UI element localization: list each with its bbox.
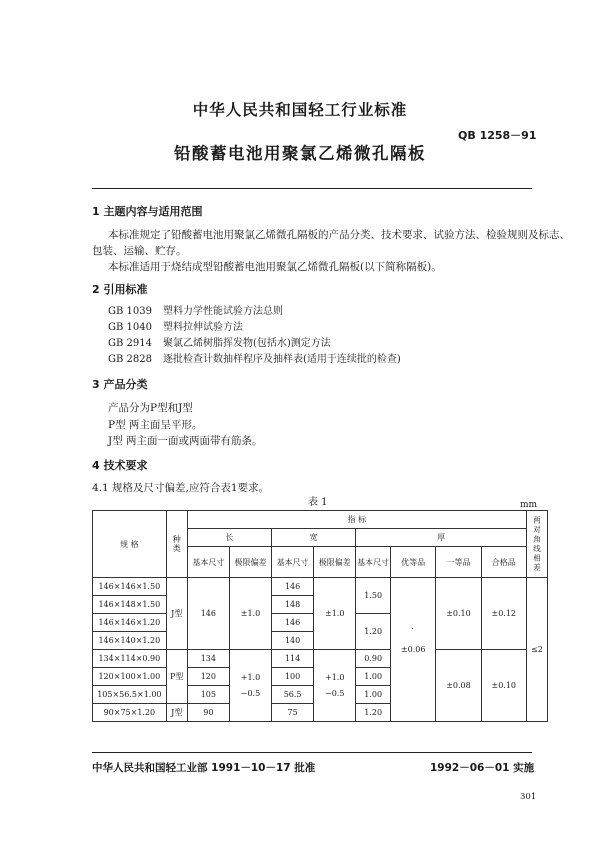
- document-title: 铅酸蓄电池用聚氯乙烯微孔隔板: [174, 144, 426, 163]
- ref-code: GB 2914: [108, 338, 152, 349]
- cell-width: 146: [272, 578, 314, 596]
- section-3-line-2: P型 两主面呈平形。: [108, 419, 203, 431]
- cell-spec: 146×146×1.20: [93, 614, 167, 632]
- cell-thickness: 1.00: [356, 668, 391, 686]
- cell-width: 114: [272, 650, 314, 668]
- ref-title: 聚氯乙烯树脂挥发物(包括水)测定方法: [163, 338, 331, 349]
- spec-table: [92, 510, 548, 722]
- cell-kind: P型: [166, 650, 187, 704]
- section-3-heading: 3 产品分类: [92, 378, 148, 391]
- section-1-paragraph-1-cont: 包装、运输、贮存。: [92, 245, 187, 257]
- cell-spec: 105×56.5×1.00: [93, 686, 167, 704]
- header-length: 长: [187, 529, 271, 547]
- section-1-paragraph-2: 本标准适用于烧结成型铅酸蓄电池用聚氯乙烯微孔隔板(以下简称隔板)。: [108, 261, 442, 273]
- section-4-1-text: 4.1 规格及尺寸偏差,应符合表1要求。: [92, 482, 270, 494]
- cell-length-dev: ±1.0: [229, 578, 271, 650]
- ref-title: 塑料力学性能试验方法总则: [163, 306, 283, 317]
- cell-diagonal: ≤2: [526, 578, 547, 722]
- cell-grade-3: ±0.10: [481, 650, 526, 722]
- cell-length-dev: +1.0 −0.5: [229, 650, 271, 722]
- implementation-line: 1992－06－01 实施: [430, 762, 535, 774]
- cell-thickness: 1.20: [356, 614, 391, 650]
- header-base-size: 基本尺寸: [272, 547, 314, 578]
- standard-number: QB 1258－91: [458, 129, 537, 142]
- grade-1-value: ±0.06: [400, 645, 426, 654]
- header-deviation: 极限偏差: [229, 547, 271, 578]
- cell-spec: 146×146×1.50: [93, 578, 167, 596]
- cell-grade-2: ±0.10: [436, 578, 481, 650]
- cell-length: 105: [187, 686, 229, 704]
- section-2-heading: 2 引用标准: [92, 283, 148, 296]
- cell-grade-3: ±0.12: [481, 578, 526, 650]
- header-base-size: 基本尺寸: [356, 547, 391, 578]
- cell-spec: 90×75×1.20: [93, 704, 167, 722]
- cell-spec: 134×114×0.90: [93, 650, 167, 668]
- org-title: 中华人民共和国轻工行业标准: [192, 101, 408, 119]
- grade-1-dot: .: [411, 622, 414, 631]
- cell-length: 90: [187, 704, 229, 722]
- cell-thickness: 1.50: [356, 578, 391, 614]
- ref-code: GB 1040: [108, 322, 152, 333]
- section-3-line-1: 产品分为P型和J型: [108, 402, 193, 414]
- header-grade-2: 一等品: [436, 547, 481, 578]
- header-thickness: 厚: [356, 529, 527, 547]
- cell-length: 134: [187, 650, 229, 668]
- cell-width: 148: [272, 596, 314, 614]
- header-kind: 种类: [166, 511, 187, 578]
- cell-width: 75: [272, 704, 314, 722]
- cell-grade-1: [391, 578, 436, 722]
- header-grade-1: 优等品: [391, 547, 436, 578]
- cell-thickness: 1.20: [356, 704, 391, 722]
- header-grade-3: 合格品: [481, 547, 526, 578]
- cell-thickness: 1.00: [356, 686, 391, 704]
- footer-rule: [92, 752, 532, 753]
- cell-spec: 120×100×1.00: [93, 668, 167, 686]
- header-base-size: 基本尺寸: [187, 547, 229, 578]
- section-3-line-3: J型 两主面一面或两面带有筋条。: [108, 435, 263, 447]
- table-unit: mm: [520, 500, 538, 510]
- ref-code: GB 1039: [108, 306, 152, 317]
- cell-width: 140: [272, 632, 314, 650]
- header-width: 宽: [272, 529, 356, 547]
- table-caption: 表 1: [308, 497, 328, 508]
- header-spec: 规 格: [93, 511, 167, 578]
- cell-kind: J型: [166, 704, 187, 722]
- section-1-paragraph-1: 本标准规定了铅酸蓄电池用聚氯乙烯微孔隔板的产品分类、技术要求、试验方法、检验规则及标志、: [108, 229, 570, 241]
- ref-code: GB 2828: [108, 354, 152, 365]
- cell-length: 146: [187, 578, 229, 650]
- cell-thickness: 0.90: [356, 650, 391, 668]
- cell-width: 146: [272, 614, 314, 632]
- cell-grade-2: ±0.08: [436, 650, 481, 722]
- approval-line: 中华人民共和国轻工业部 1991－10－17 批准: [92, 762, 316, 774]
- cell-width-dev: ±1.0: [314, 578, 356, 650]
- page-number: 301: [520, 792, 537, 802]
- cell-width: 56.5: [272, 686, 314, 704]
- header-index: 指 标: [187, 511, 526, 529]
- section-4-heading: 4 技术要求: [92, 459, 148, 472]
- header-diagonal: 两对角线相差: [526, 511, 547, 578]
- cell-width: 100: [272, 668, 314, 686]
- cell-kind: J型: [166, 578, 187, 650]
- ref-title: 塑料拉伸试验方法: [163, 322, 243, 333]
- header-deviation: 极限偏差: [314, 547, 356, 578]
- cell-spec: 146×148×1.50: [93, 596, 167, 614]
- cell-spec: 146×140×1.20: [93, 632, 167, 650]
- header-rule: [92, 188, 532, 189]
- section-1-heading: 1 主题内容与适用范围: [92, 205, 203, 218]
- ref-title: 逐批检查计数抽样程序及抽样表(适用于连续批的检查): [163, 354, 401, 365]
- cell-width-dev: +1.0 −0.5: [314, 650, 356, 722]
- cell-length: 120: [187, 668, 229, 686]
